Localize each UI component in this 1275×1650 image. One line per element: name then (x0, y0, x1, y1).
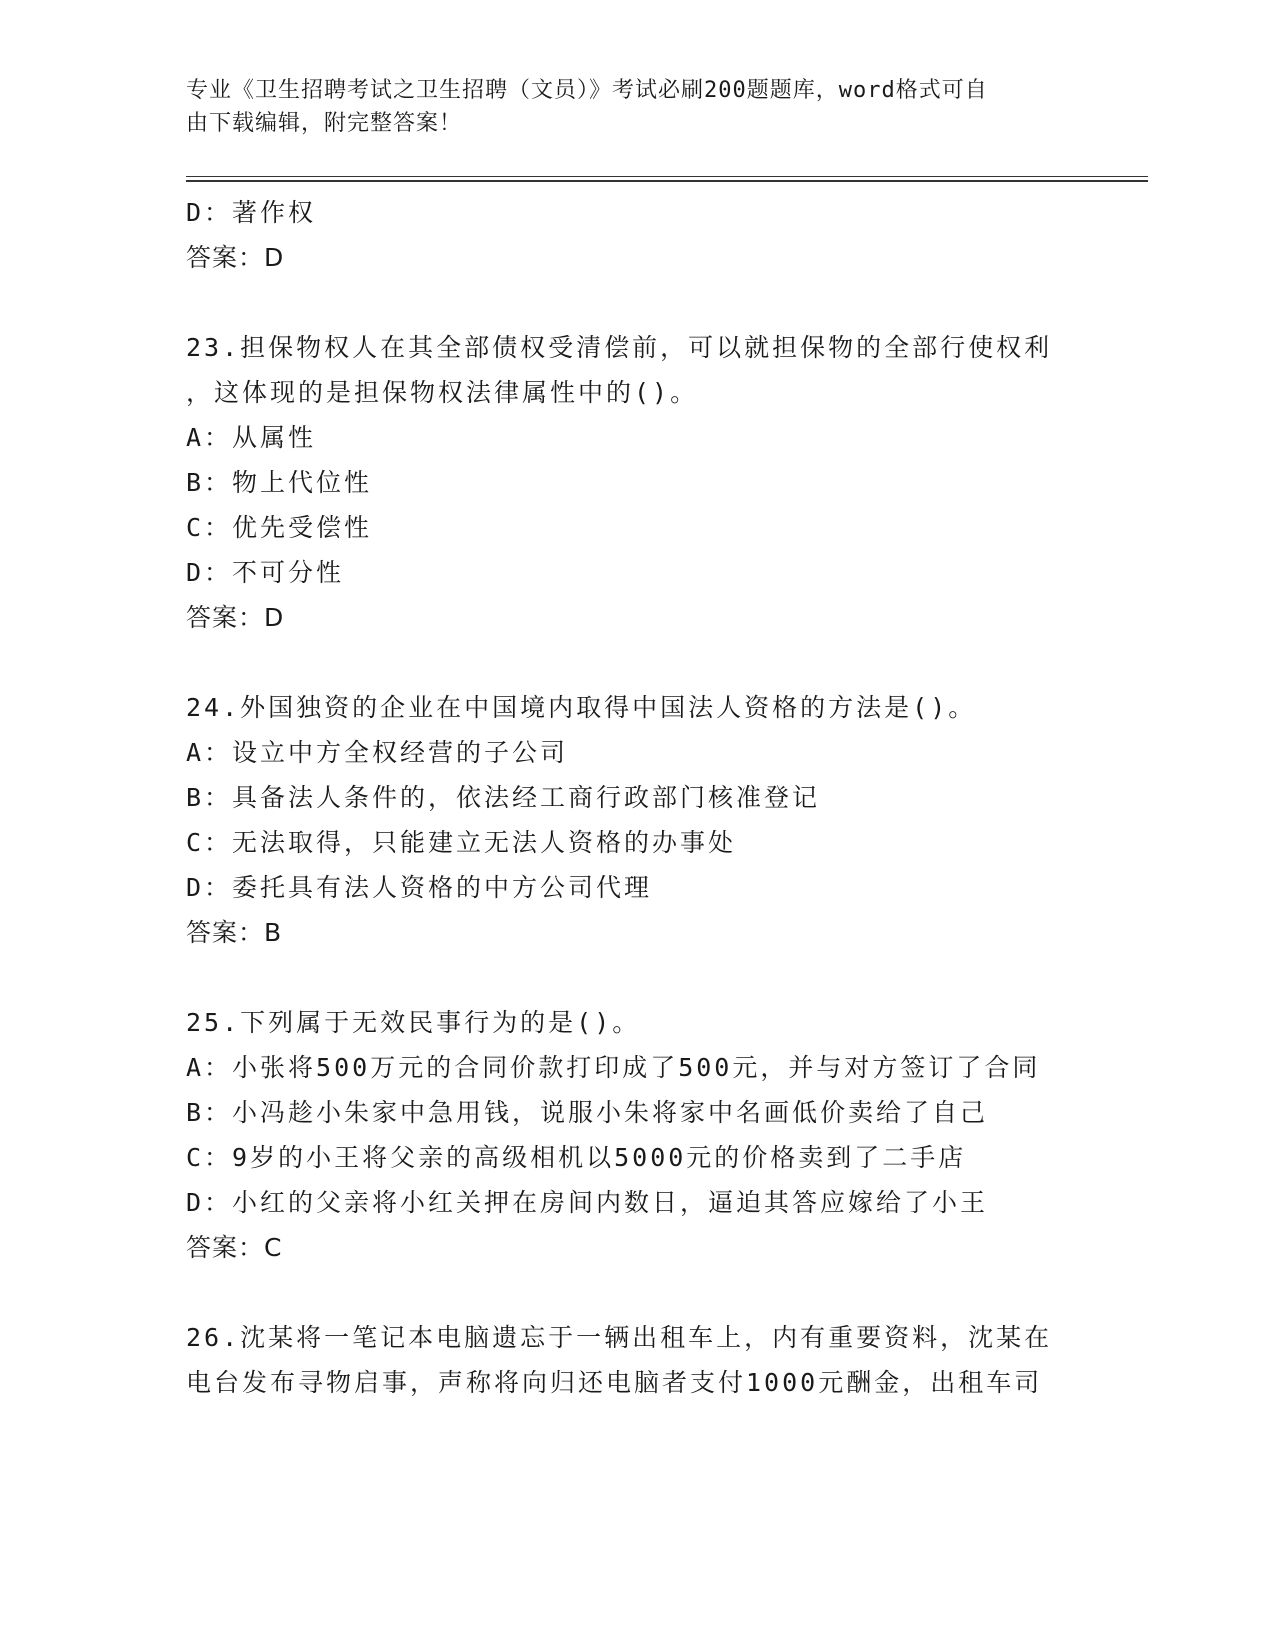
header-line-2: 由下载编辑，附完整答案！ (186, 111, 463, 136)
answer-line: 答案：C (186, 1233, 283, 1262)
question-24 (186, 685, 1086, 955)
question-stem-continued: ，这体现的是担保物权法律属性中的()。 (186, 378, 699, 407)
question-26 (186, 1315, 1086, 1405)
question-25 (186, 1000, 1086, 1270)
question-23 (186, 325, 1086, 640)
option-a: A：从属性 (186, 423, 317, 452)
page-header (186, 74, 1066, 140)
question-stem: 26.沈某将一笔记本电脑遗忘于一辆出租车上，内有重要资料，沈某在 (186, 1323, 1053, 1352)
option-a: A：设立中方全权经营的子公司 (186, 738, 569, 767)
option-d: D：不可分性 (186, 558, 345, 587)
header-divider (186, 176, 1148, 182)
question-stem-continued: 电台发布寻物启事，声称将向归还电脑者支付1000元酬金，出租车司 (186, 1368, 1043, 1397)
option-c: C：9岁的小王将父亲的高级相机以5000元的价格卖到了二手店 (186, 1143, 967, 1172)
option-d: D：著作权 (186, 198, 317, 227)
previous-question-tail (186, 190, 1086, 280)
option-d: D：委托具有法人资格的中方公司代理 (186, 873, 653, 902)
header-line-1: 专业《卫生招聘考试之卫生招聘（文员）》考试必刷200题题库，word格式可自 (186, 78, 988, 103)
question-stem: 23.担保物权人在其全部债权受清偿前，可以就担保物的全部行使权利 (186, 333, 1053, 362)
option-a: A：小张将500万元的合同价款打印成了500元，并与对方签订了合同 (186, 1053, 1041, 1082)
question-list (186, 190, 1086, 1405)
option-c: C：优先受偿性 (186, 513, 373, 542)
answer-line: 答案：D (186, 243, 285, 272)
answer-line: 答案：B (186, 918, 283, 947)
question-stem: 24.外国独资的企业在中国境内取得中国法人资格的方法是()。 (186, 693, 977, 722)
option-d: D：小红的父亲将小红关押在房间内数日，逼迫其答应嫁给了小王 (186, 1188, 989, 1217)
option-c: C：无法取得，只能建立无法人资格的办事处 (186, 828, 737, 857)
answer-line: 答案：D (186, 603, 285, 632)
question-stem: 25.下列属于无效民事行为的是()。 (186, 1008, 641, 1037)
option-b: B：具备法人条件的，依法经工商行政部门核准登记 (186, 783, 821, 812)
option-b: B：物上代位性 (186, 468, 373, 497)
option-b: B：小冯趁小朱家中急用钱，说服小朱将家中名画低价卖给了自己 (186, 1098, 989, 1127)
